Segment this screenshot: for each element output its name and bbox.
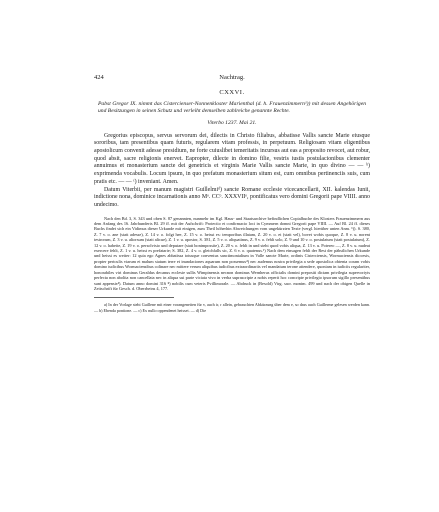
charter-summary: Pabst Gregor IX. nimmt das Cistercienser-Nonnenkloster Marienthal (d. h. Frauenzimmern¹)) mit dessen Angehörigen und Besitzungen in seinen Schutz und verleiht demselben zahlreiche genannte Rechte.: [98, 101, 366, 115]
charter-paragraph: Gregorius episcopus, servus servorum dei, dilectis in Christo filiabus, abbatisse Vallis sancte Marie eiusque sororibus, tam presentibus quam futuris, regularem vitam professis, in perpetuum. Religiosam vitam eligentibus apostolicum convenit adesse presidium, ne forte cuiuslibet temeritatis incursus aut eas a proposito revocet, aut robur, quod absit, sacre religionis enervet. Eapropter, dilecte in domino filie, vestris iustis postulacionibus clementer annuimus et monasterium sancte dei genetricis et virginis Marie Vallis sancte Marie, in quo divino — — ᵇ) exprimenda vocabulis. Locum ipsum, in quo prefatum monasterium situm est, cum omnibus pertinenciis suis, cum pratis etc. — — ᶜ) inveniant. Amen.: [94, 132, 370, 185]
charter-text: [94, 133, 370, 210]
charter-number: CXXVI.: [219, 89, 245, 96]
charter-paragraph: Datum Viterbii, per manum magistri Guillelmiᵈ) sancte Romane ecclesie vicecancellarii, XII. kalendas Iunii, indictione nona, dominice incarnationis anno Mᵒ. CCᵒ. XXXVIIᵒ, pontificatus vero domini Gregorii pape VIIII. anno undecimo.: [94, 186, 370, 208]
footnote: a) In der Vorlage steht Guillene mit einer vorangeneiten für v, auch ir, r allein, gebrauchten Abkürzung über dem e, so dass auch Guillerme gelesen werden kann. — b) Ebenda pontione. — c) Ex nullo oppendenet heisset. — d) Die: [94, 302, 370, 313]
charter-dateline: Viterbo 1237. Mai 21.: [207, 120, 257, 127]
running-title: Nachtrag.: [219, 74, 245, 81]
editorial-notes: [94, 216, 370, 292]
editorial-note: Nach den Bd. 3, S. 343 und oben S. 87 genannten, nunmehr im Kgl. Haus- und Staatsarchive befindlichen Copialbuche des Klosters Frauenzimmern aus dem Anfang des 16. Jahrhunderts Bl. 29 ff. mit der Aufschrift: Protectio et confirmacio loci in Cymmern domni Gregorii pape VIIII. — Auf Bl. 24 ff. dieses Buchs findet sich ein Vidimus dieser Urkunde mit einigen, zum Theil höherhin Abweichungen vom ungekürzten Texte (vergl. hierüber unten Anm. ᵇ)). S. 380, Z. 7 v. o. ane (statt adesse), Z. 14 v. o. folgt hee, Z. 15 v. o. heisst es: temporibus illatam, Z. 20 v. o. et (statt vel), bovet wobis quoque, Z. 8 v. u. norent testrorum, Z. 3 v. u. aliorsum (statt alicue), Z. 1 v. u. apostor, S. 381, Z. 5 v. o. aliquatinus, Z. 9 v. o. fehlt solo, Z. 9 und 10 v. o. postulatum (statt postulatum), Z. 12 v. o. habeite, Z. 19 v. o. persolvisio und deputare (statt bonimpossite), Z. 20 v. o. fehlt in und steht quod vobis aliqua, Z. 13 v. u. Potereo —, Z. 8 v. u. nudeat exercere fehlt, Z. 1 v. u. heisst es prefatarie; S. 382, Z. 4 v. o. gleichfalls sic, Z. 6 v. o. quatenus.¹) Nach dem einsagen fehlt der Rest der päbstlichen Urkunde und heisst es weiter: 12 quia ego Agnes abbatissa totusque conventus sanctimonialium in Valle sancte Marie, ordinis Cisterciensis, Wormaciensis diocesis, propter periculis viarum et malum statum terre et inundaciones aquarum non possemus⁴) nec audemus nostra privilegia a sede apostolica obtenta coram vobis domino iudicibus Wormaciensibus colinare nec mittere verum aliquibus iudicibus extraordinariis vel mandatum terone attendere, quoniam in iudiciis regulariter, honorabiles viri dominus Geraldus decanus ecclesie sullis Wimpinensis necnon dominus Wernherus officialis domini prepositi dictam privilegia supervoriyts perfecta non abolita non cancellata nec in aliqua sui parte viciata vivo in verba suprascripte a nobis reperit hoc concripte privilegio ipsorum sigillo presentibus sunt appensis⁴). Datum anno domini 316 ⁸) nobilis cum veteris Pvillimorale. — Abdruck in (Besold) Virg. sacr. monim. 499 und nach der obigen Quelle in Zeitschrift für Gesch. d. Oberrheins 4, 177.: [94, 215, 370, 291]
page-body: [94, 88, 370, 313]
footnote-divider: [94, 297, 174, 298]
page-number: 424: [94, 74, 104, 81]
footnotes: [94, 302, 370, 312]
